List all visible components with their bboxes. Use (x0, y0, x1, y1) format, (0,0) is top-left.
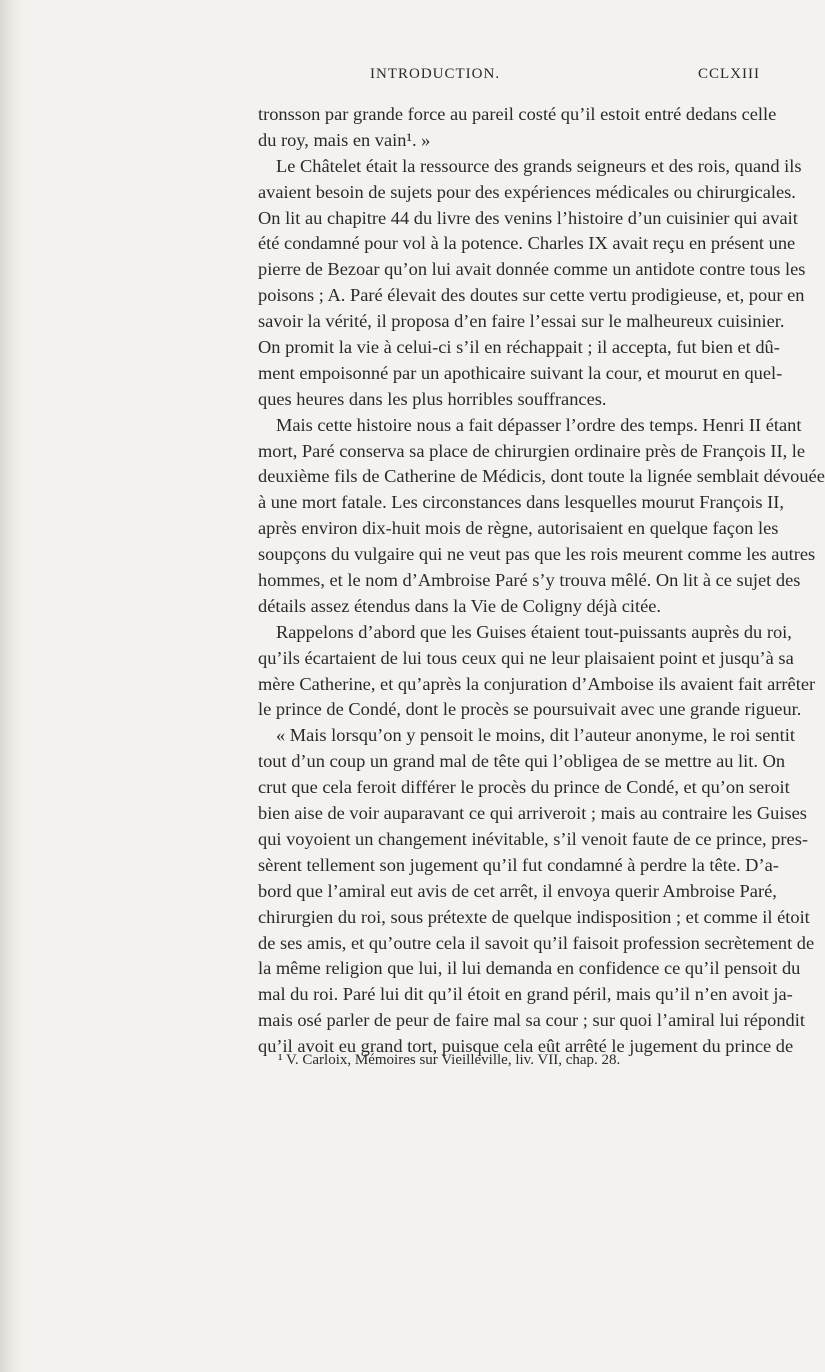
text-line: de ses amis, et qu’outre cela il savoit qu’il faisoit profession secrètement de (258, 932, 815, 953)
text-line: qu’ils écartaient de lui tous ceux qui ne leur plaisaient point et jusqu’à sa (258, 647, 794, 668)
text-line: deuxième fils de Catherine de Médicis, dont toute la lignée semblait dévouée (258, 466, 825, 487)
text-line: ques heures dans les plus horribles souffrances. (258, 388, 607, 409)
body-text (258, 102, 825, 1060)
text-line: tout d’un coup un grand mal de tête qui l’obligea de se mettre au lit. On (258, 751, 786, 772)
running-head (258, 66, 760, 90)
text-line: mal du roi. Paré lui dit qu’il étoit en grand péril, mais qu’il n’en avoit ja- (258, 984, 793, 1005)
text-line: crut que cela feroit différer le procès du prince de Condé, et qu’on seroit (258, 777, 790, 798)
text-line: On lit au chapitre 44 du livre des venins l’histoire d’un cuisinier qui avait (258, 207, 798, 228)
text-line: à une mort fatale. Les circonstances dans lesquelles mourut François II, (258, 492, 785, 513)
text-line: Mais cette histoire nous a fait dépasser l’ordre des temps. Henri II étant (276, 414, 802, 435)
text-line: Le Châtelet était la ressource des grands seigneurs et des rois, quand ils (276, 155, 802, 176)
text-line: du roy, mais en vain¹. » (258, 129, 431, 150)
page-number: CCLXIII (698, 66, 760, 82)
text-line: mais osé parler de peur de faire mal sa cour ; sur quoi l’amiral lui répondit (258, 1010, 805, 1031)
text-line: ment empoisonné par un apothicaire suivant la cour, et mourut en quel- (258, 362, 783, 383)
text-line: bien aise de voir auparavant ce qui arriveroit ; mais au contraire les Guises (258, 803, 807, 824)
text-line: avaient besoin de sujets pour des expériences médicales ou chirurgicales. (258, 181, 796, 202)
text-line: savoir la vérité, il proposa d’en faire l’essai sur le malheureux cuisinier. (258, 311, 785, 332)
text-line: après environ dix-huit mois de règne, autorisaient en quelque façon les (258, 518, 779, 539)
text-line: hommes, et le nom d’Ambroise Paré s’y trouva mêlé. On lit à ce sujet des (258, 570, 801, 591)
text-line: sèrent tellement son jugement qu’il fut condamné à perdre la tête. D’a- (258, 854, 779, 875)
text-line: été condamné pour vol à la potence. Charles IX avait reçu en présent une (258, 233, 796, 254)
text-line: chirurgien du roi, sous prétexte de quelque indisposition ; et comme il étoit (258, 906, 810, 927)
text-line: poisons ; A. Paré élevait des doutes sur cette vertu prodigieuse, et, pour en (258, 285, 805, 306)
text-line: la même religion que lui, il lui demanda en confidence ce qu’il pensoit du (258, 958, 801, 979)
text-line: bord que l’amiral eut avis de cet arrêt, il envoya querir Ambroise Paré, (258, 880, 777, 901)
text-line: qu’il avoit eu grand tort, puisque cela eût arrêté le jugement du prince de (258, 1036, 794, 1057)
text-line: Rappelons d’abord que les Guises étaient tout-puissants auprès du roi, (276, 621, 792, 642)
text-line: détails assez étendus dans la Vie de Coligny déjà citée. (258, 595, 662, 616)
text-line: tronsson par grande force au pareil costé qu’il estoit entré dedans celle (258, 104, 777, 124)
text-line: « Mais lorsqu’on y pensoit le moins, dit l’auteur anonyme, le roi sentit (276, 725, 795, 746)
text-line: soupçons du vulgaire qui ne veut pas que les rois meurent comme les autres (258, 544, 816, 565)
running-title: INTRODUCTION. (370, 66, 501, 82)
text-line: mort, Paré conserva sa place de chirurgien ordinaire près de François II, le (258, 440, 806, 461)
text-line: mère Catherine, et qu’après la conjuration d’Amboise ils avaient fait arrêter (258, 673, 816, 694)
text-line: On promit la vie à celui-ci s’il en réchappait ; il accepta, fut bien et dû- (258, 337, 780, 358)
footnote: ¹ V. Carloix, Mémoires sur Vieilleville, liv. VII, chap. 28. (278, 1052, 621, 1068)
text-line: le prince de Condé, dont le procès se poursuivait avec une grande rigueur. (258, 699, 802, 720)
text-line: pierre de Bezoar qu’on lui avait donnée comme un antidote contre tous les (258, 259, 806, 280)
text-line: qui voyoient un changement inévitable, s’il venoit faute de ce prince, pres- (258, 828, 808, 849)
